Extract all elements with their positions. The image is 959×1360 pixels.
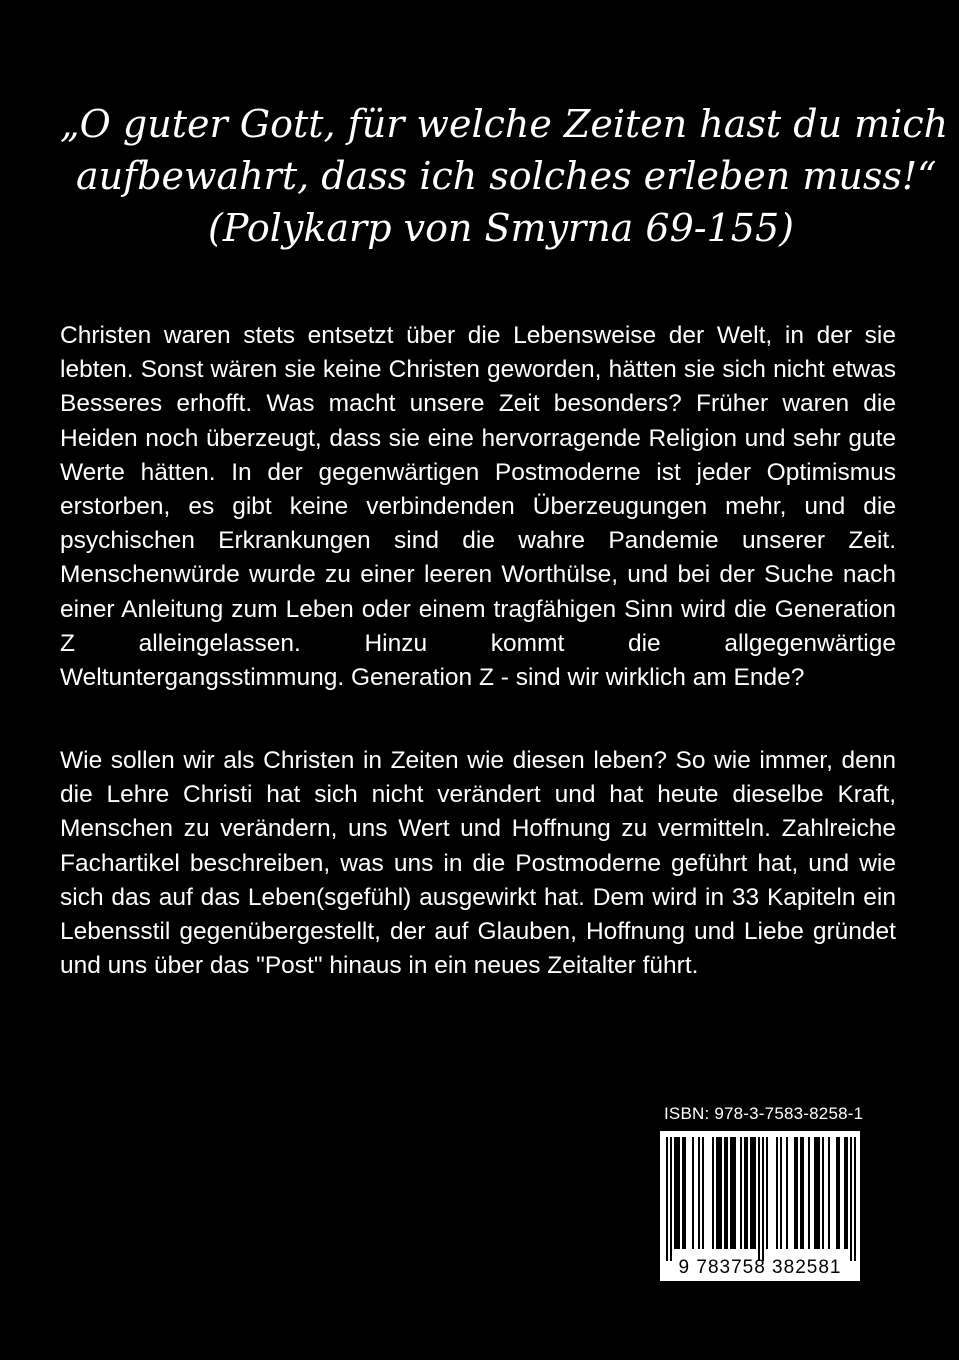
barcode-bar <box>850 1137 852 1261</box>
barcode-bar <box>814 1137 816 1249</box>
barcode-bar <box>836 1137 838 1249</box>
barcode-bar <box>796 1137 798 1249</box>
barcode-bar <box>816 1137 818 1249</box>
barcode-bar <box>692 1137 694 1249</box>
barcode-bar <box>726 1137 728 1249</box>
barcode-bar <box>730 1137 732 1249</box>
barcode-bar <box>732 1137 734 1249</box>
barcode-bar <box>758 1137 760 1261</box>
barcode-bar <box>702 1137 704 1249</box>
barcode-bar <box>734 1137 736 1249</box>
barcode-bar <box>712 1137 714 1249</box>
barcode-bar <box>720 1137 722 1249</box>
barcode-bar <box>752 1137 754 1249</box>
barcode-bar <box>800 1137 802 1249</box>
barcode-digits: 9 783758 382581 <box>678 1257 842 1278</box>
barcode-bar <box>724 1137 726 1249</box>
epigraph-quote <box>60 98 949 254</box>
barcode-bar <box>794 1137 796 1249</box>
barcode-bar <box>684 1137 686 1249</box>
barcode-bar <box>718 1137 720 1249</box>
barcode-bar <box>746 1137 748 1249</box>
isbn-barcode <box>660 1131 860 1281</box>
quote-line-1: „O guter Gott, für welche Zeiten hast du mich <box>60 102 949 146</box>
barcode-bar <box>674 1137 676 1249</box>
quote-attribution: (Polykarp von Smyrna 69-155) <box>208 206 794 250</box>
barcode-bar <box>802 1137 804 1249</box>
barcode-bar <box>744 1137 746 1249</box>
barcode-bar <box>776 1137 778 1249</box>
barcode-bar <box>828 1137 830 1249</box>
barcode-bar <box>838 1137 840 1249</box>
barcode-bar <box>676 1137 678 1249</box>
barcode-bar <box>682 1137 684 1249</box>
barcode-bar <box>780 1137 782 1249</box>
quote-line-2: aufbewahrt, dass ich solches erleben muss!“ <box>76 154 937 198</box>
barcode-bar <box>750 1137 752 1249</box>
isbn-label: ISBN: 978-3-7583-8258-1 <box>664 1104 864 1123</box>
barcode-bar <box>808 1137 810 1249</box>
barcode-bar <box>754 1137 756 1249</box>
barcode-bar <box>666 1137 668 1261</box>
barcode-bar <box>822 1137 824 1249</box>
barcode-bar <box>670 1137 672 1261</box>
barcode-bar <box>698 1137 700 1249</box>
blurb-paragraph-2: Wie sollen wir als Christen in Zeiten wie diesen leben? So wie immer, denn die Lehre Christi hat sich nicht verändert und hat heute dieselbe Kraft, Menschen zu verändern, uns Wert und Hoffnung zu vermitteln. Zahlreiche Fachartikel beschreiben, was uns in die Postmoderne geführt hat, und wie sich das auf das Leben(sgefühl) ausgewirkt hat. Dem wird in 33 Kapiteln ein Lebensstil gegenübergestellt, der auf Glauben, Hoffnung und Liebe gründet und uns über das "Post" hinaus in ein neues Zeitalter führt. <box>60 747 896 980</box>
barcode-bar <box>762 1137 764 1261</box>
barcode-bar <box>846 1137 848 1249</box>
barcode-bar <box>786 1137 788 1249</box>
barcode-bar <box>818 1137 820 1249</box>
barcode-bar <box>678 1137 680 1249</box>
barcode-bar <box>844 1137 846 1249</box>
barcode-bar <box>766 1137 768 1249</box>
barcode-bar <box>716 1137 718 1249</box>
barcode-bar <box>854 1137 856 1261</box>
barcode-bar <box>740 1137 742 1249</box>
blurb-paragraph-1: Christen waren stets entsetzt über die Lebensweise der Welt, in der sie lebten. Sonst wären sie keine Christen geworden, hätten sie sich nicht etwas Besseres erhofft. Was macht unsere Zeit besonders? Früher waren die Heiden noch überzeugt, dass sie eine hervorragende Religion und sehr gute Werte hätten. In der gegenwärtigen Postmoderne ist jeder Optimismus erstorben, es gibt keine verbindenden Überzeugungen mehr, und die psychischen Erkrankungen sind die wahre Pandemie unserer Zeit. Menschenwürde wurde zu einer leeren Worthülse, und bei der Suche nach einer Anleitung zum Leben oder einem tragfähigen Sinn wird die Generation Z alleingelassen. Hinzu kommt die allgegenwärtige Weltuntergangsstimmung. Generation Z - sind wir wirklich am Ende? <box>60 322 896 692</box>
